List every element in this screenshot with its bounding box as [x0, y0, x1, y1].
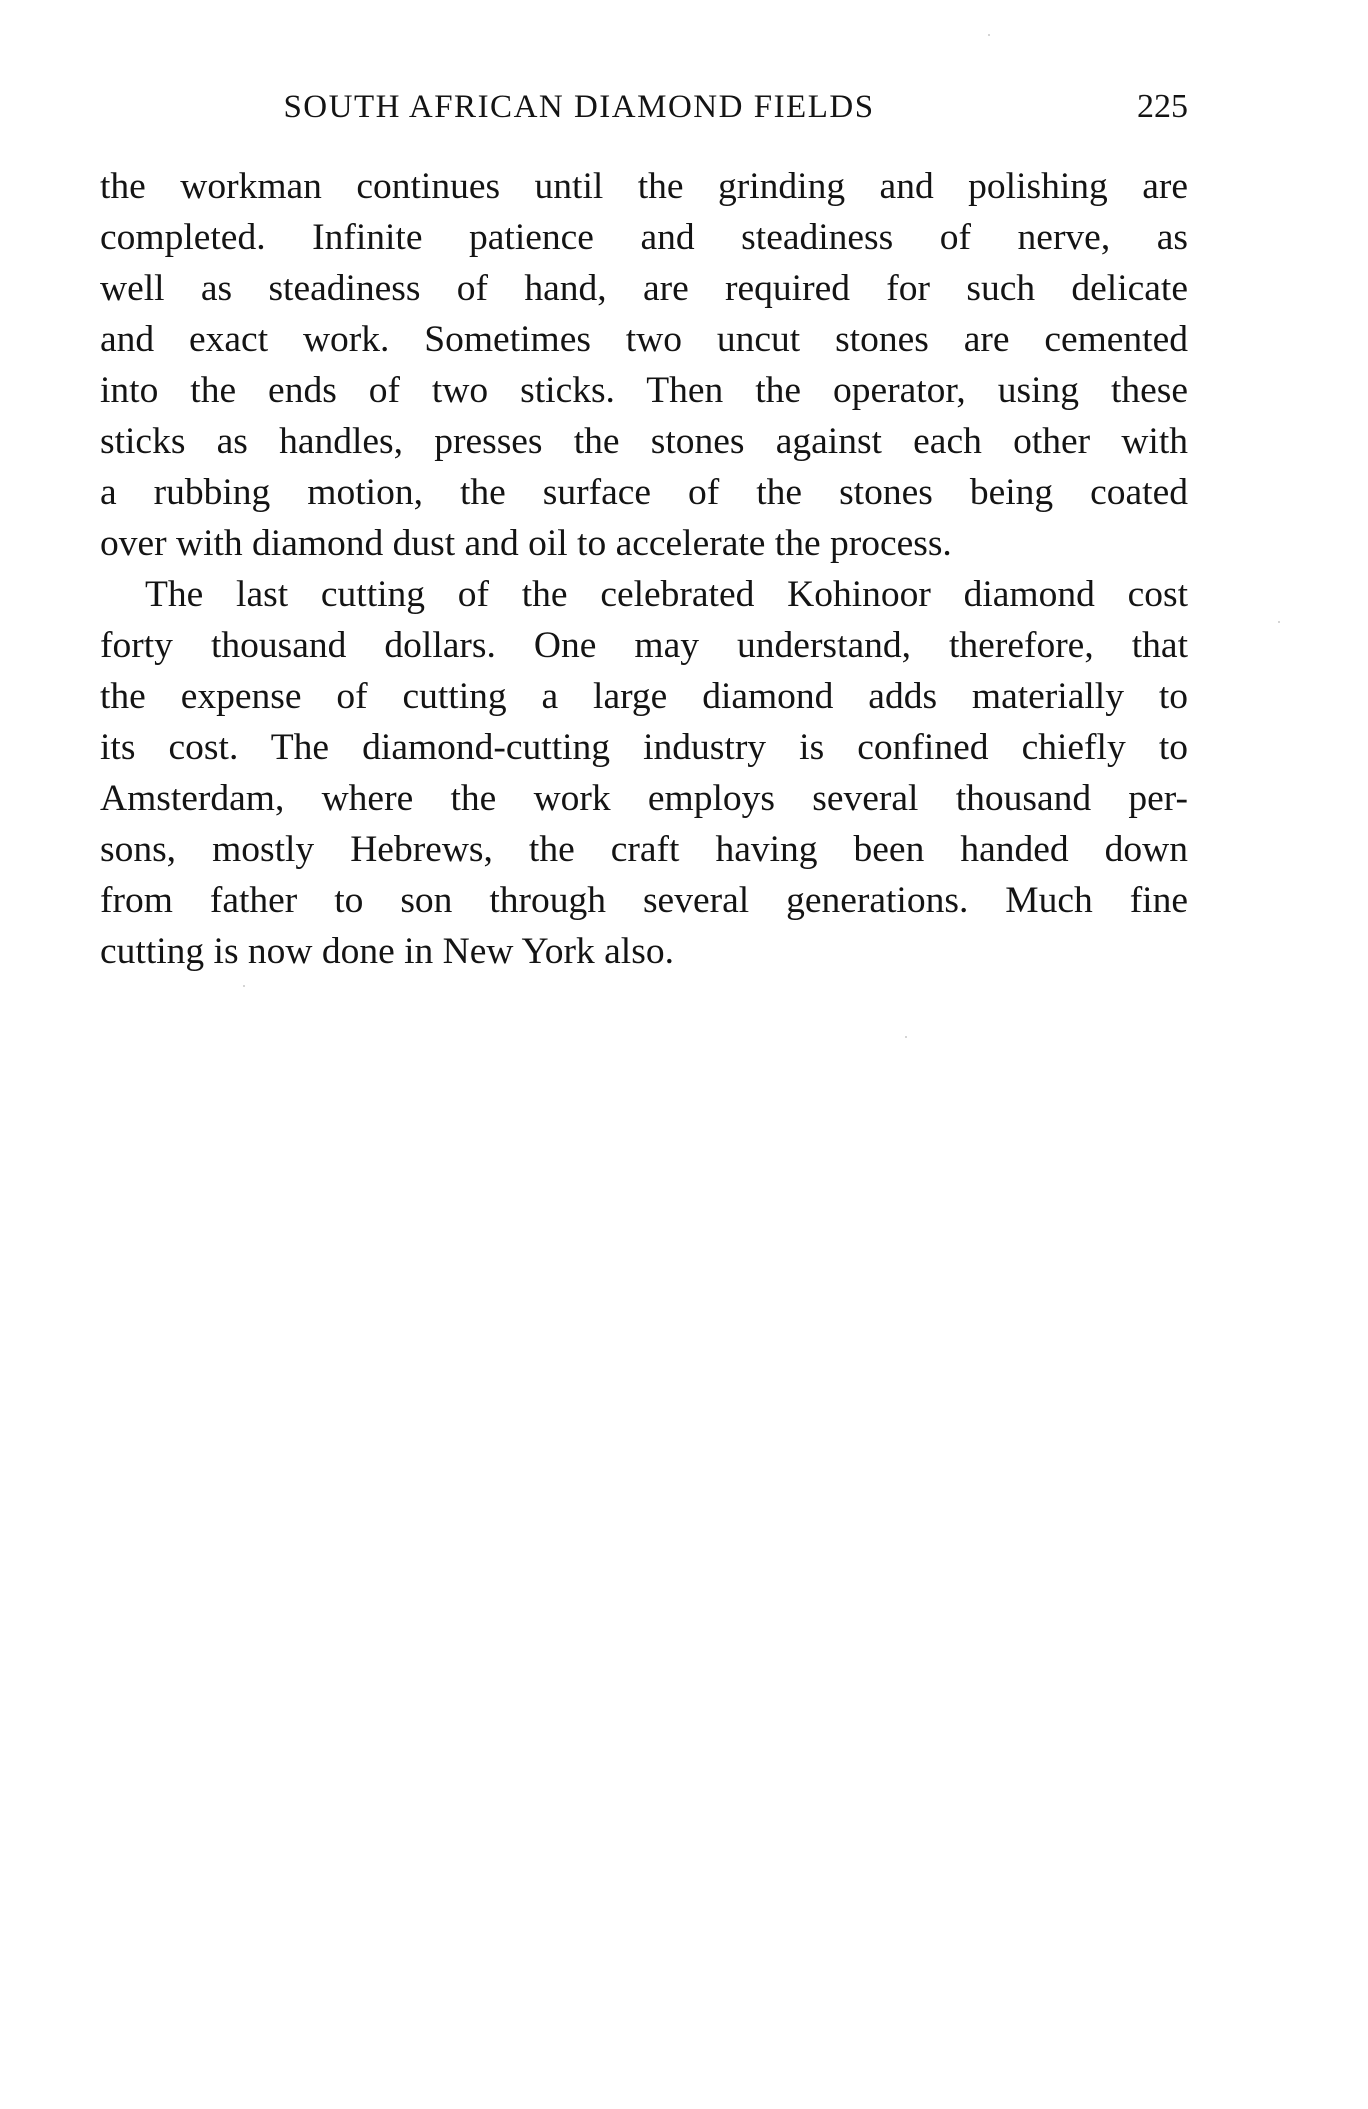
running-head	[100, 82, 1188, 132]
body-text	[100, 161, 1188, 977]
paper-speck	[988, 34, 990, 36]
text-line: forty thousand dollars. One may understand, therefore, that	[100, 625, 1188, 666]
text-line: over with diamond dust and oil to accelerate the process.	[100, 523, 952, 564]
paper-speck	[905, 1036, 907, 1038]
text-line: and exact work. Sometimes two uncut stones are cemented	[100, 319, 1188, 360]
text-line: Amsterdam, where the work employs several thousand per-	[100, 778, 1188, 819]
text-line: sticks as handles, presses the stones against each other with	[100, 421, 1188, 462]
paragraph-2	[100, 569, 1188, 977]
text-line: a rubbing motion, the surface of the stones being coated	[100, 472, 1188, 513]
text-line: The last cutting of the celebrated Kohinoor diamond cost	[145, 574, 1188, 615]
text-line: its cost. The diamond-cutting industry is confined chiefly to	[100, 727, 1188, 768]
paragraph-1	[100, 161, 1188, 569]
page-number: 225	[1137, 88, 1188, 125]
text-line: from father to son through several generations. Much fine	[100, 880, 1188, 921]
paper-speck	[1278, 621, 1280, 623]
text-line: cutting is now done in New York also.	[100, 931, 674, 972]
text-line: the workman continues until the grinding and polishing are	[100, 166, 1188, 207]
running-title: SOUTH AFRICAN DIAMOND FIELDS	[283, 89, 875, 125]
paper-speck	[243, 985, 245, 987]
text-line: into the ends of two sticks. Then the operator, using these	[100, 370, 1188, 411]
text-line: the expense of cutting a large diamond adds materially to	[100, 676, 1188, 717]
text-line: sons, mostly Hebrews, the craft having been handed down	[100, 829, 1188, 870]
text-line: well as steadiness of hand, are required for such delicate	[100, 268, 1188, 309]
text-line: completed. Infinite patience and steadiness of nerve, as	[100, 217, 1188, 258]
